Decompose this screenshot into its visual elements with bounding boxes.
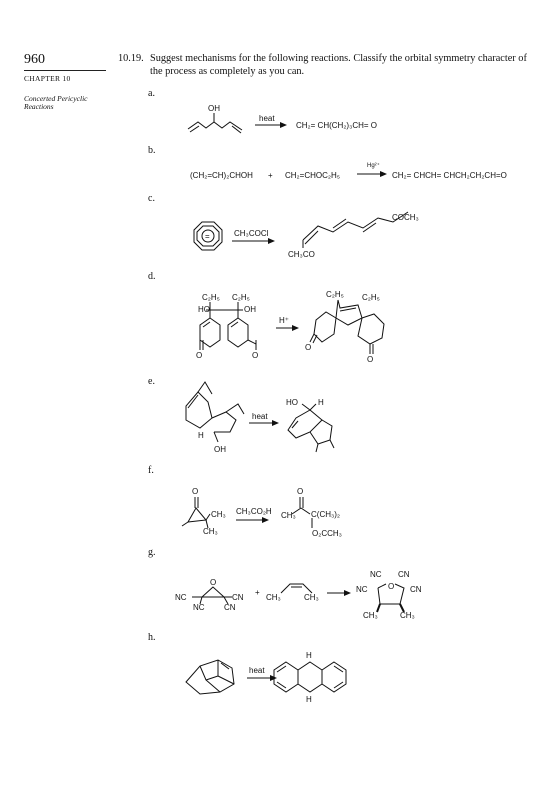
part-a-label: a. xyxy=(148,88,155,99)
g-cis-butene xyxy=(266,584,319,602)
part-d-label: d. xyxy=(148,271,156,282)
b-reactant2: CH₂=CHOC₂H₅ xyxy=(285,171,340,180)
c-cyclooctatetraene-dianion xyxy=(194,222,222,250)
part-e-label: e. xyxy=(148,376,155,387)
g-p-nc2: NC xyxy=(356,585,368,594)
d-p-o2: O xyxy=(367,355,374,364)
d-r-ho: HO xyxy=(198,305,210,314)
f-r-ch3a: CH₃ xyxy=(211,510,226,519)
g-alkene-ch3b: CH₃ xyxy=(304,593,319,602)
c-product-acetyl-bottom: CH₃CO xyxy=(288,250,315,259)
scheme-h xyxy=(186,651,346,704)
g-p-cn1: CN xyxy=(398,570,410,579)
d-r-o1: O xyxy=(196,351,203,360)
b-plus: + xyxy=(268,171,273,180)
d-p-ethyl1: C₂H₅ xyxy=(326,290,344,299)
e-p-h: H xyxy=(318,398,324,407)
part-f-label: f. xyxy=(148,465,154,476)
d-product-spiro xyxy=(305,290,384,364)
f-reactant-structure xyxy=(182,487,226,536)
a-product-formula: CH₂= CH(CH₂)₃CH= O xyxy=(296,121,378,130)
a-oh-label: OH xyxy=(208,104,220,113)
chapter-subtitle: Concerted Pericyclic Reactions xyxy=(24,94,88,111)
d-p-ethyl2: C₂H₅ xyxy=(362,293,380,302)
c-ring-charge: = xyxy=(205,232,210,241)
part-c-label: c. xyxy=(148,193,155,204)
d-r-ethyl2: C₂H₅ xyxy=(232,293,250,302)
f-reagent: CH₃CO₂H xyxy=(236,507,272,516)
f-p-ch3: CH₃ xyxy=(281,511,296,520)
e-reactant-structure xyxy=(186,382,244,454)
f-r-o: O xyxy=(192,487,199,496)
b-product: CH₂= CHCH= CHCH₂CH₂CH=O xyxy=(392,171,507,180)
h-p-h2: H xyxy=(306,695,312,704)
a-heat-label: heat xyxy=(259,114,275,123)
g-p-nc1: NC xyxy=(370,570,382,579)
scheme-e xyxy=(186,382,334,454)
problem-number: 10.19. xyxy=(118,53,144,64)
part-h-label: h. xyxy=(148,632,156,643)
e-r-oh: OH xyxy=(214,445,226,454)
b-catalyst: Hg²⁺ xyxy=(367,163,380,169)
c-product-acetyl-top: COCH₃ xyxy=(392,213,419,222)
g-reactant-epoxide xyxy=(175,578,244,612)
g-p-cn2: CN xyxy=(410,585,422,594)
problem-text: Suggest mechanisms for the following reactions. Classify the orbital symmetry character of the process as completely as you can. xyxy=(150,53,527,77)
g-p-o: O xyxy=(388,582,395,591)
d-p-o1: O xyxy=(305,343,312,352)
g-alkene-ch3a: CH₃ xyxy=(266,593,281,602)
f-p-cch3: C(CH₃)₂ xyxy=(311,510,341,519)
h-heat-label: heat xyxy=(249,666,265,675)
g-r-o: O xyxy=(210,578,217,587)
scheme-f xyxy=(182,487,342,538)
scheme-c xyxy=(194,212,419,259)
part-b-label: b. xyxy=(148,145,156,156)
part-g-label: g. xyxy=(148,547,156,558)
c-reagent: CH₃COCl xyxy=(234,229,269,238)
h-product-dihydronaphthalene xyxy=(274,651,346,704)
scheme-b xyxy=(190,162,507,180)
f-p-ester: O₂CCH₃ xyxy=(312,529,342,538)
h-p-h1: H xyxy=(306,651,312,660)
e-p-ho: HO xyxy=(286,398,298,407)
scheme-g xyxy=(175,570,422,620)
f-r-ch3b: CH₃ xyxy=(203,527,218,536)
f-product-structure xyxy=(281,487,342,538)
g-r-cn2: CN xyxy=(224,603,236,612)
e-r-h: H xyxy=(198,431,204,440)
f-p-o: O xyxy=(297,487,304,496)
g-r-nc2: NC xyxy=(193,603,205,612)
h-reactant-cage xyxy=(186,660,234,694)
d-reagent: H⁺ xyxy=(279,316,289,325)
d-r-o2: O xyxy=(252,351,259,360)
e-heat-label: heat xyxy=(252,412,268,421)
g-p-ch3b: CH₃ xyxy=(400,611,415,620)
scheme-a xyxy=(188,104,377,133)
g-plus: + xyxy=(255,588,260,597)
a-reactant-structure xyxy=(188,104,242,133)
g-r-nc1: NC xyxy=(175,593,187,602)
d-reactant-diol xyxy=(196,293,258,360)
g-p-ch3a: CH₃ xyxy=(363,611,378,620)
b-reactant1: (CH₂=CH)₂CHOH xyxy=(190,171,253,180)
e-product-structure xyxy=(286,398,334,452)
page-number: 960 xyxy=(24,52,45,67)
scheme-d xyxy=(196,290,384,364)
chapter-label: CHAPTER 10 xyxy=(24,74,71,83)
d-r-oh: OH xyxy=(244,305,256,314)
g-r-cn1: CN xyxy=(232,593,244,602)
d-r-ethyl1: C₂H₅ xyxy=(202,293,220,302)
g-product-thf xyxy=(356,570,422,620)
